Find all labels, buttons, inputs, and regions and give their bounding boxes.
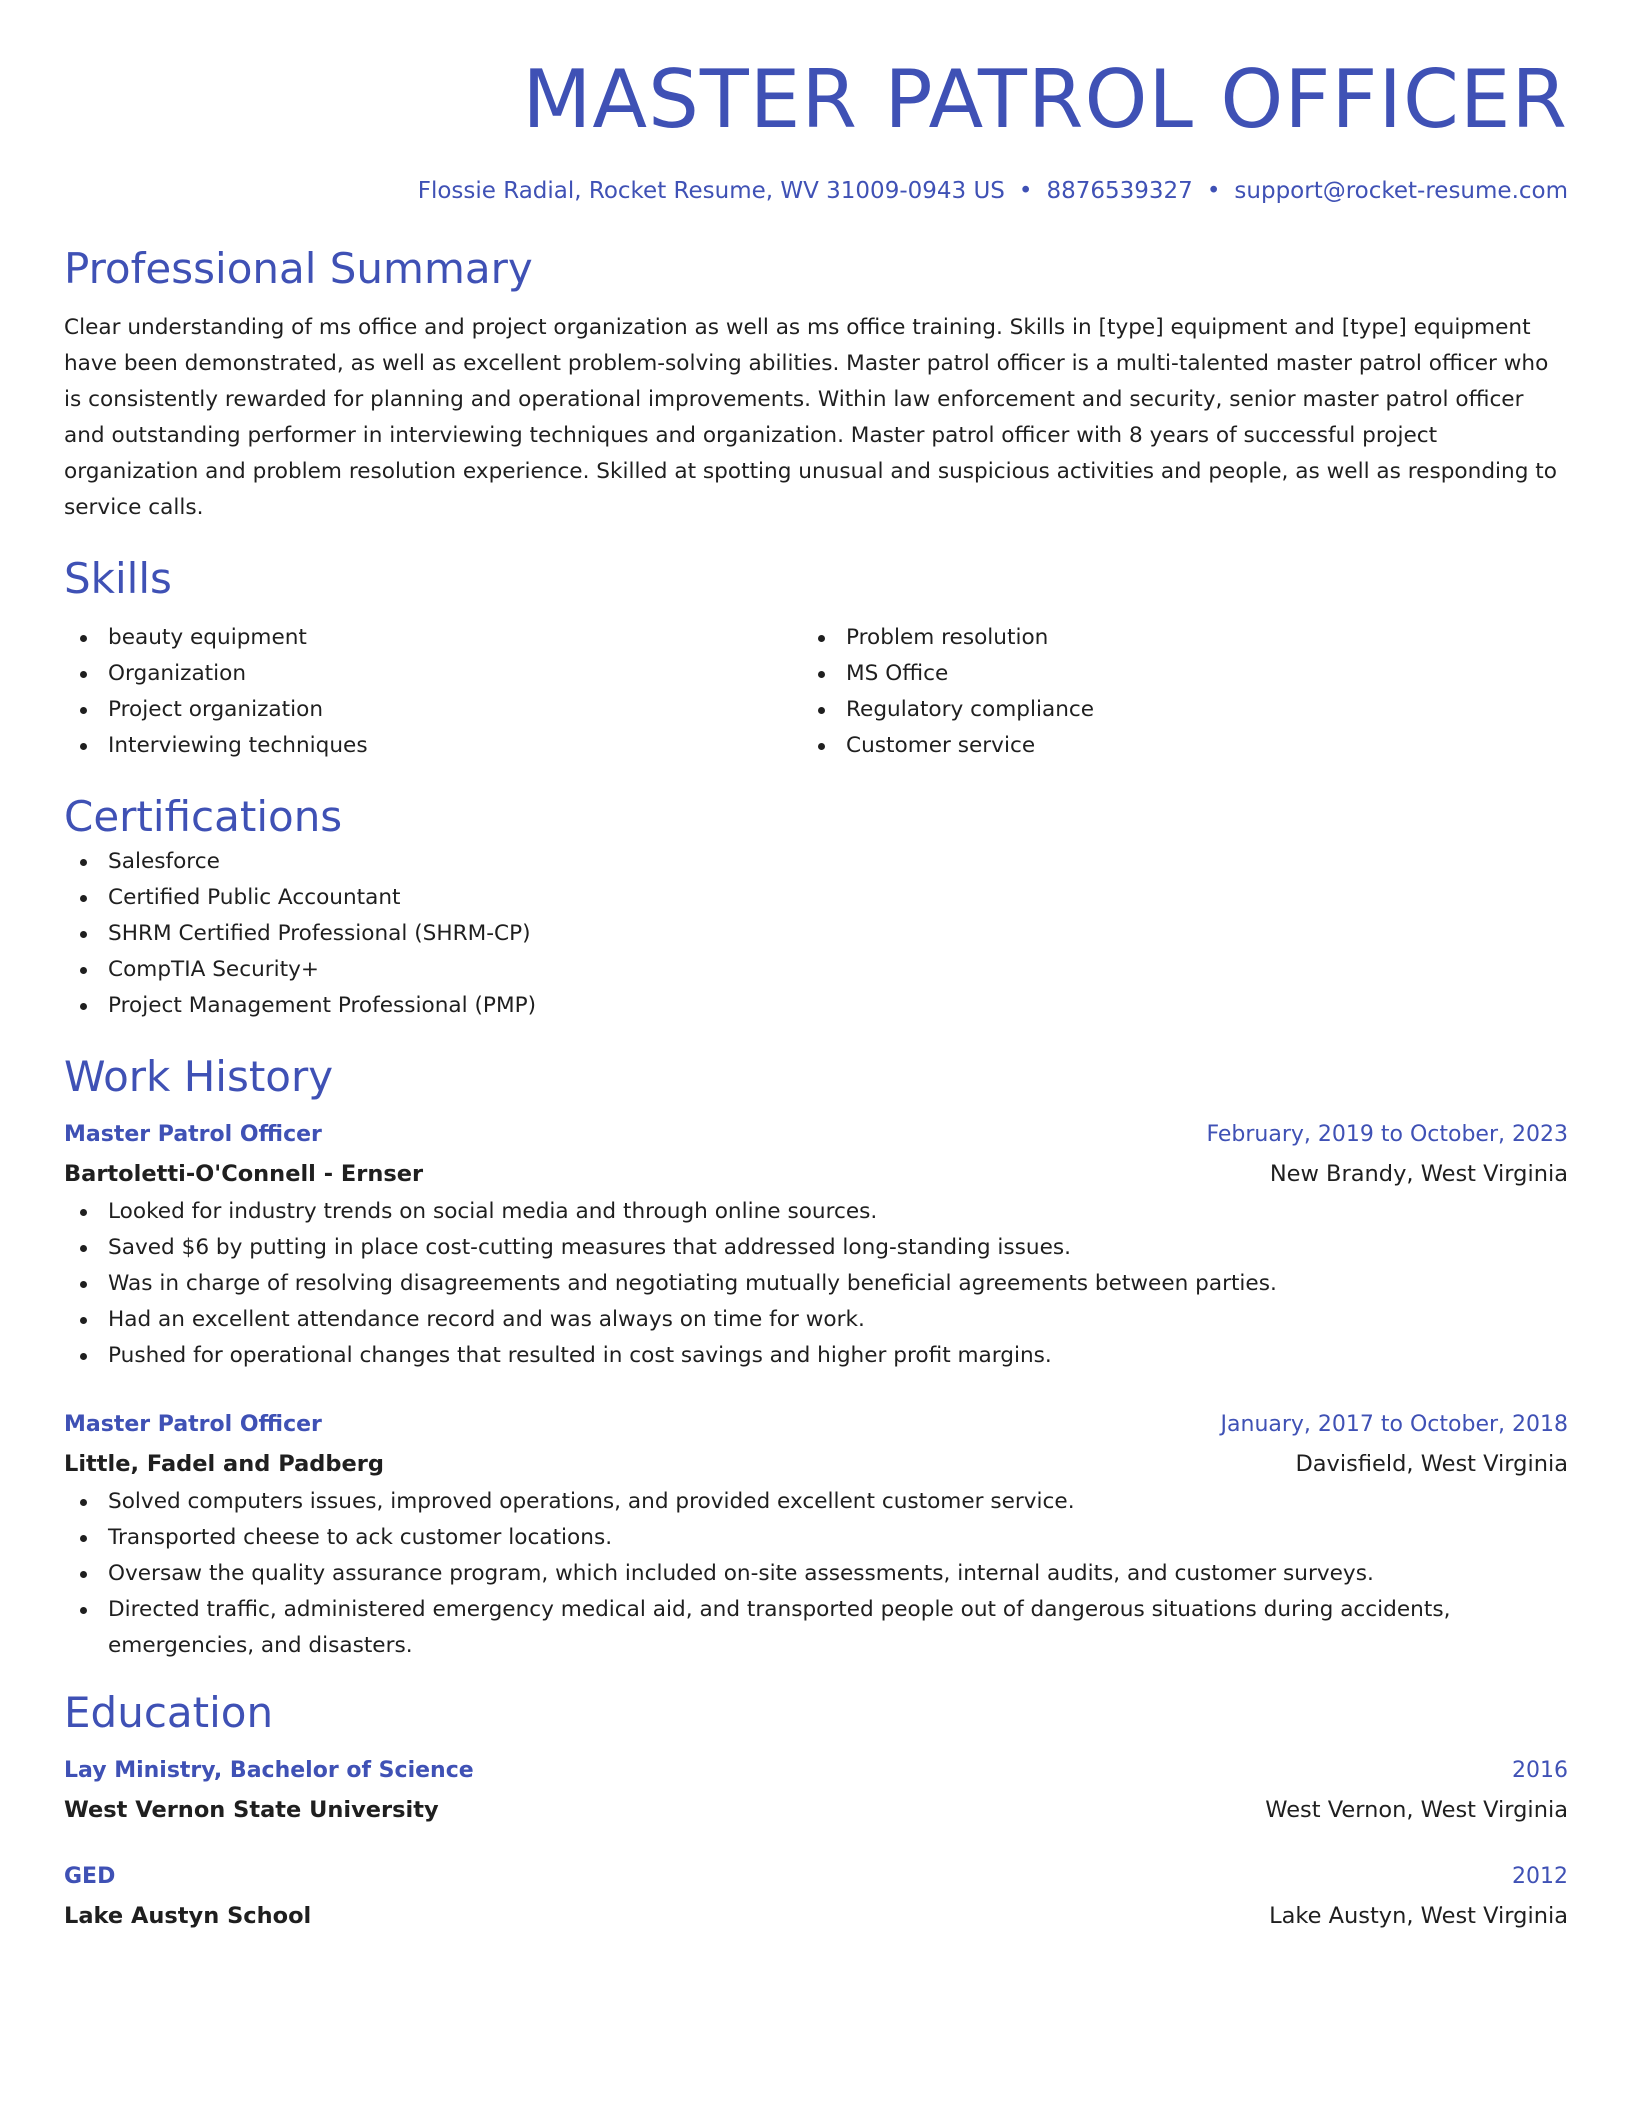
education-school: Lake Austyn School [64, 1903, 312, 1929]
certification-item: Project Management Professional (PMP) [64, 988, 1568, 1024]
work-bullet: Looked for industry trends on social media and through online sources. [64, 1194, 1568, 1230]
section-title-summary: Professional Summary [64, 244, 533, 293]
contact-separator: • [1206, 178, 1221, 204]
education-entry-header [64, 1752, 1568, 1790]
education-year: 2012 [1512, 1864, 1568, 1889]
skill-item: Interviewing techniques [64, 728, 802, 764]
work-entry-subheader [64, 1154, 1568, 1194]
education-degree: GED [64, 1864, 116, 1889]
education-entry-subheader [64, 1896, 1568, 1936]
work-entry-subheader [64, 1444, 1568, 1484]
section-title-skills: Skills [64, 554, 172, 603]
work-bullets [64, 1484, 1568, 1664]
work-role: Master Patrol Officer [64, 1122, 322, 1147]
work-bullet: Directed traffic, administered emergency medical aid, and transported people out of dangerous situations during accidents, emergencies, and disasters. [64, 1592, 1568, 1664]
summary-text: Clear understanding of ms office and project organization as well as ms office training. Skills in [type] equipment and [type] equipment have been demonstrated, as well as excellent problem-solving abilities. Master patrol officer is a multi-talented master patrol officer who is consistently rewarded for planning and operational improvements. Within law enforcement and security, senior master patrol officer and outstanding performer in interviewing techniques and organization. Master patrol officer with 8 years of successful project organization and problem resolution experience. Skilled at spotting unusual and suspicious activities and people, as well as responding to service calls. [64, 315, 1557, 520]
education-entry [64, 1858, 1568, 1936]
skill-item: Organization [64, 656, 802, 692]
education-degree: Lay Ministry, Bachelor of Science [64, 1758, 474, 1783]
education-entry-header [64, 1858, 1568, 1896]
certification-item: Certified Public Accountant [64, 880, 1568, 916]
education-location: Lake Austyn, West Virginia [1269, 1903, 1568, 1929]
skills-list-left [64, 620, 802, 764]
education-entry [64, 1752, 1568, 1830]
certification-item: CompTIA Security+ [64, 952, 1568, 988]
skill-item: Customer service [802, 728, 1540, 764]
work-entry-header [64, 1406, 1568, 1444]
section-title-certifications: Certifications [64, 792, 343, 841]
education-school: West Vernon State University [64, 1797, 439, 1823]
work-company: Little, Fadel and Padberg [64, 1451, 384, 1477]
education-entry-subheader [64, 1790, 1568, 1830]
contact-separator: • [1018, 178, 1033, 204]
work-dates: January, 2017 to October, 2018 [1220, 1412, 1568, 1437]
skill-item: beauty equipment [64, 620, 802, 656]
work-bullet: Was in charge of resolving disagreements and negotiating mutually beneficial agreements between parties. [64, 1266, 1568, 1302]
work-bullets [64, 1194, 1568, 1374]
work-entry [64, 1406, 1568, 1664]
contact-address: Flossie Radial, Rocket Resume, WV 31009-0943 US [417, 178, 1005, 204]
skill-item: Project organization [64, 692, 802, 728]
work-bullet: Transported cheese to ack customer locations. [64, 1520, 1568, 1556]
work-entry-header [64, 1116, 1568, 1154]
skill-item: MS Office [802, 656, 1540, 692]
certifications-list [64, 844, 1568, 1024]
certification-item: SHRM Certified Professional (SHRM-CP) [64, 916, 1568, 952]
skill-item: Regulatory compliance [802, 692, 1540, 728]
work-location: New Brandy, West Virginia [1269, 1161, 1568, 1187]
resume-header [64, 52, 1568, 208]
work-bullet: Saved $6 by putting in place cost-cutting measures that addressed long-standing issues. [64, 1230, 1568, 1266]
contact-phone[interactable]: 8876539327 [1046, 178, 1193, 204]
work-bullet: Solved computers issues, improved operations, and provided excellent customer service. [64, 1484, 1568, 1520]
contact-email[interactable]: support@rocket-resume.com [1234, 178, 1568, 204]
education-location: West Vernon, West Virginia [1265, 1797, 1568, 1823]
work-bullet: Had an excellent attendance record and was always on time for work. [64, 1302, 1568, 1338]
section-title-education: Education [64, 1688, 274, 1737]
skills-list-right [802, 620, 1540, 764]
work-company: Bartoletti-O'Connell - Ernser [64, 1161, 424, 1187]
work-bullet: Pushed for operational changes that resulted in cost savings and higher profit margins. [64, 1338, 1568, 1374]
work-location: Davisfield, West Virginia [1295, 1451, 1568, 1477]
education-year: 2016 [1512, 1758, 1568, 1783]
work-dates: February, 2019 to October, 2023 [1206, 1122, 1568, 1147]
skills-grid [64, 620, 1568, 764]
contact-line [64, 174, 1568, 208]
skill-item: Problem resolution [802, 620, 1540, 656]
job-title-heading: MASTER PATROL OFFICER [522, 53, 1568, 146]
work-role: Master Patrol Officer [64, 1412, 322, 1437]
certification-item: Salesforce [64, 844, 1568, 880]
section-title-work-history: Work History [64, 1052, 334, 1101]
work-bullet: Oversaw the quality assurance program, which included on-site assessments, internal audits, and customer surveys. [64, 1556, 1568, 1592]
work-entry [64, 1116, 1568, 1374]
